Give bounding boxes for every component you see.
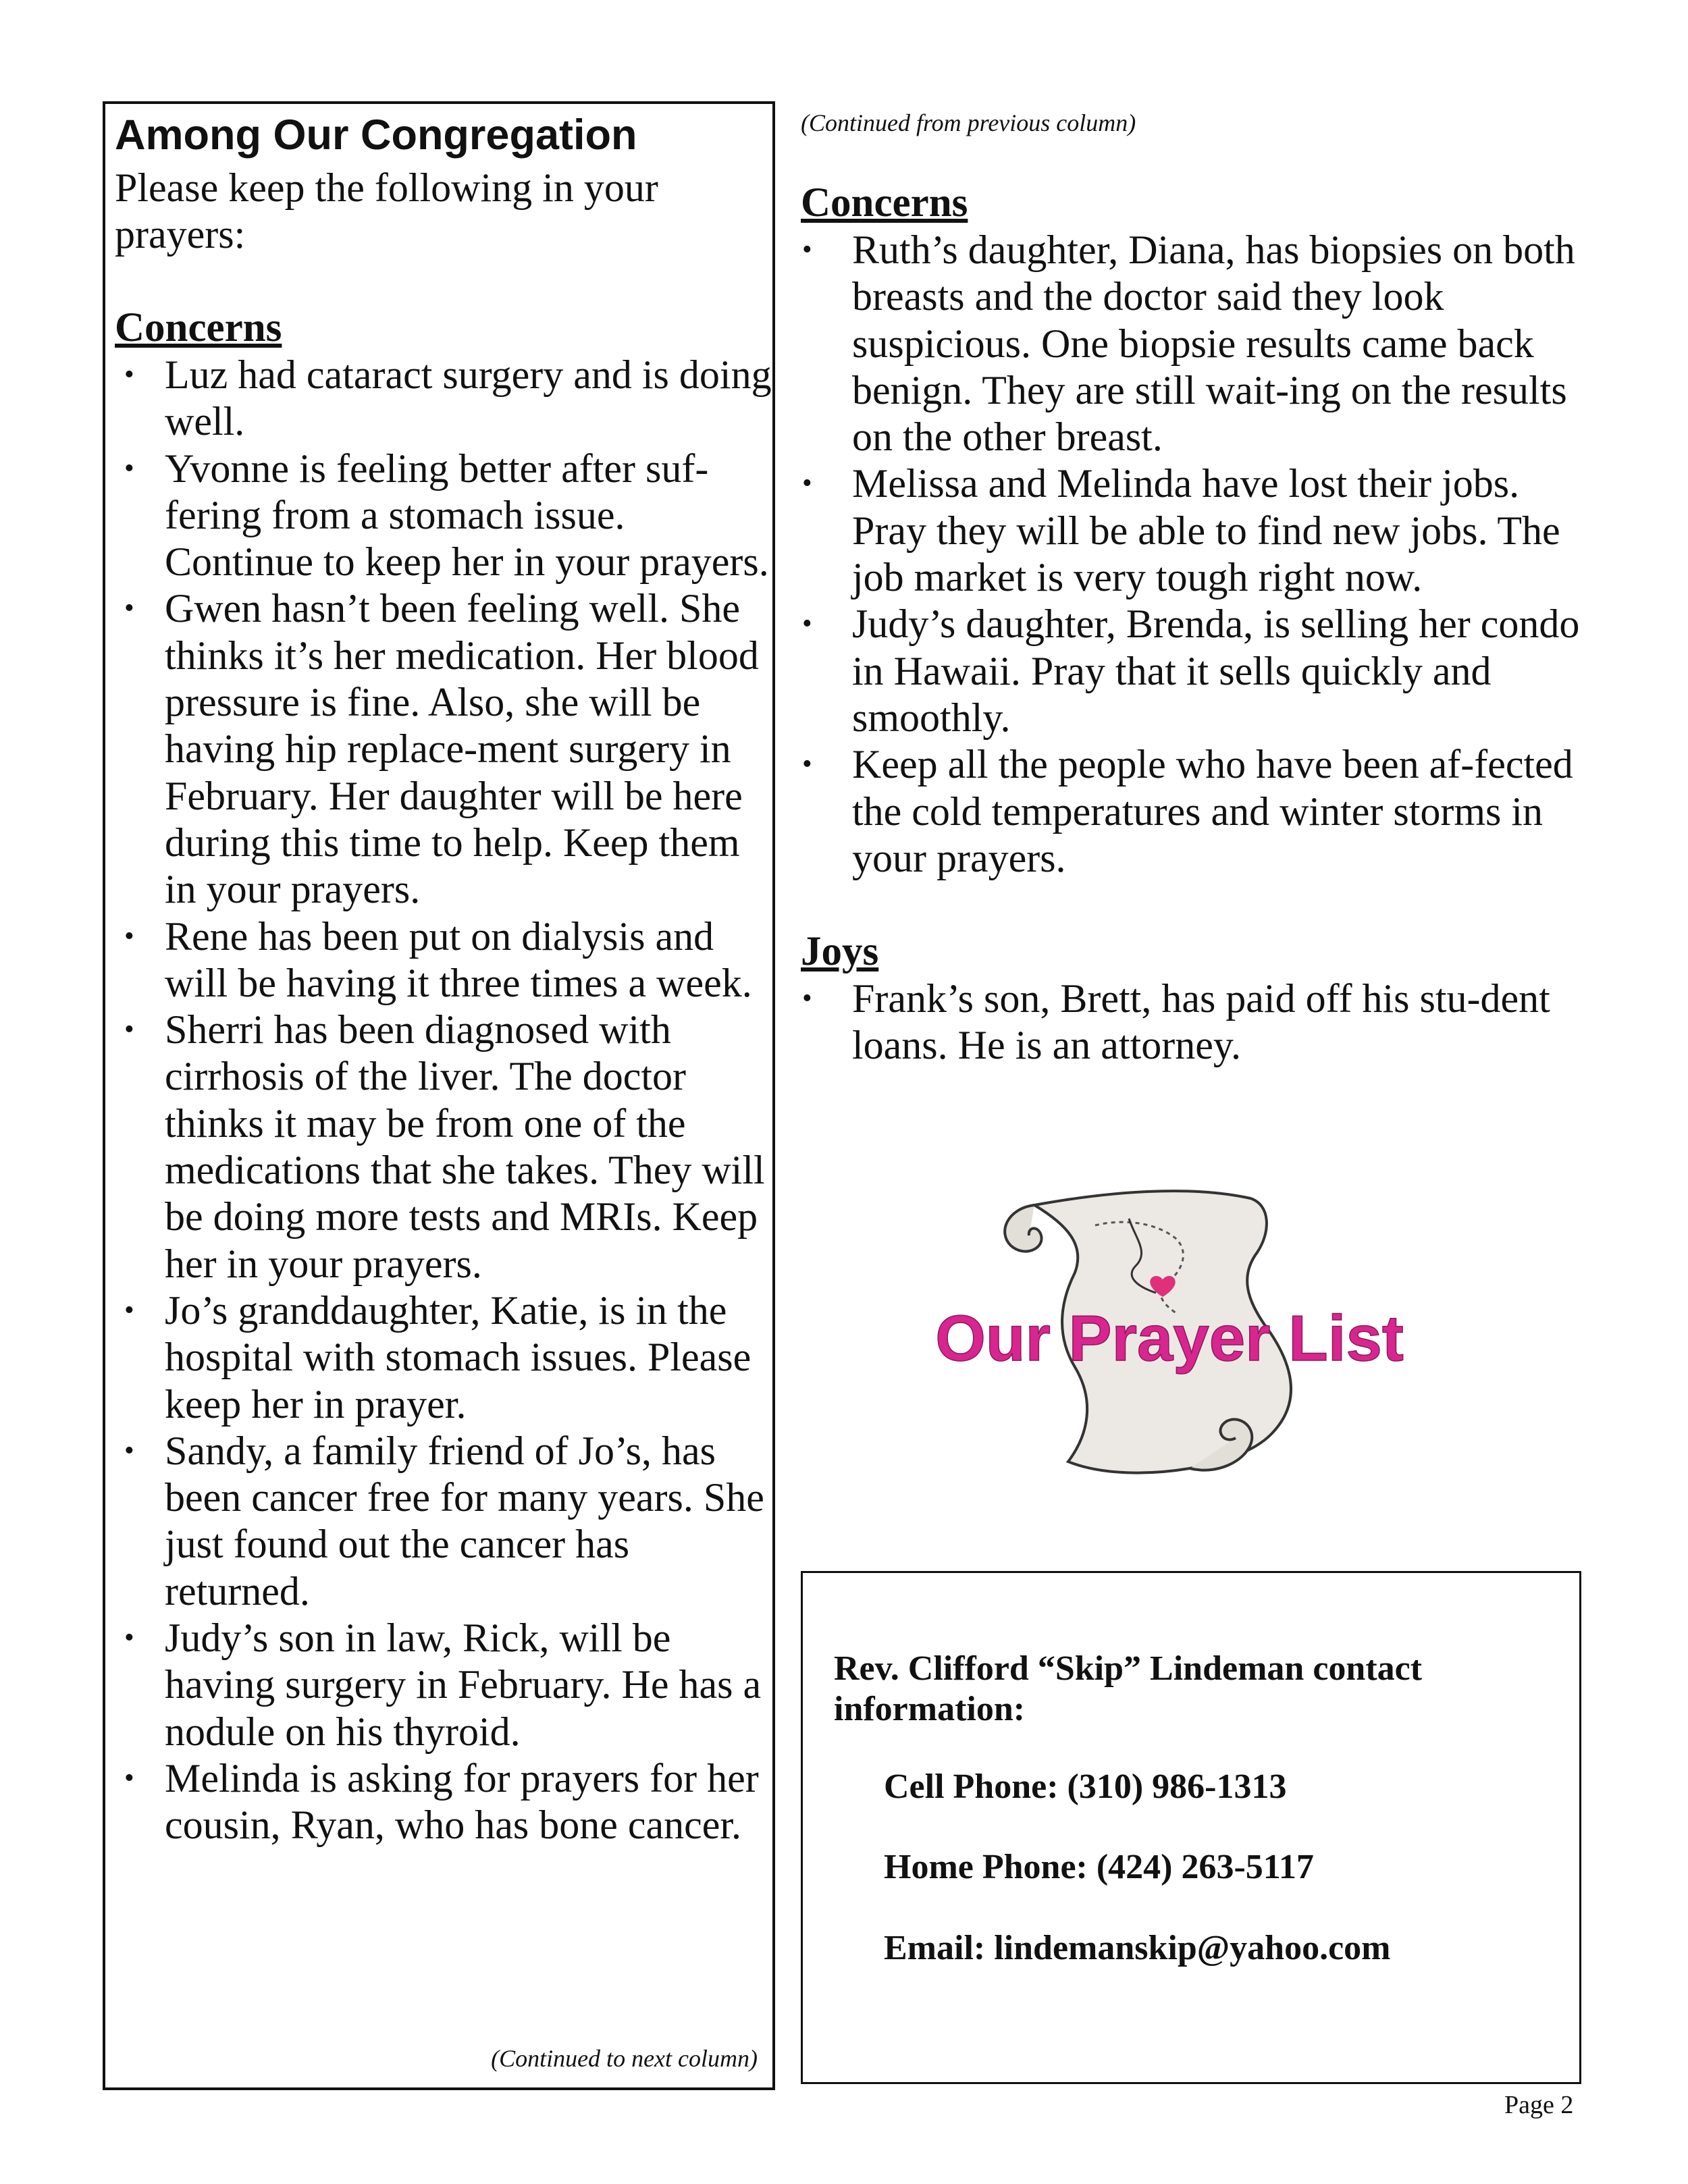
list-item: • Judy’s son in law, Rick, will be having surgery in February. He has a nodule on his thyroid. [115, 1615, 772, 1755]
home-phone: Home Phone: (424) 263-5117 [884, 1848, 1314, 1886]
concerns-heading: Concerns [801, 180, 968, 225]
concerns-heading: Concerns [115, 305, 282, 350]
list-item: • Melinda is asking for prayers for her cousin, Ryan, who has bone cancer. [115, 1755, 772, 1849]
page-number: Page 2 [1504, 2091, 1574, 2119]
list-item: • Melissa and Melinda have lost their jobs. Pray they will be able to find new jobs. The job market is very tough right now. [801, 460, 1584, 601]
email: Email: lindemanskip@yahoo.com [884, 1929, 1391, 1967]
list-item: • Luz had cataract surgery and is doing well. [115, 352, 772, 446]
right-column [801, 101, 1584, 1069]
list-item: • Judy’s daughter, Brenda, is selling her condo in Hawaii. Pray that it sells quickly and smoothly. [801, 601, 1584, 741]
list-item: • Yvonne is feeling better after suf-fering from a stomach issue. Continue to keep her in your prayers. [115, 446, 772, 586]
list-item: • Keep all the people who have been af-fected the cold temperatures and winter storms in your prayers. [801, 741, 1584, 882]
concerns-list [801, 227, 1584, 882]
list-item: • Sherri has been diagnosed with cirrhosis of the liver. The doctor thinks it may be from one of the medications that she takes. They will be doing more tests and MRIs. Keep her in your prayers. [115, 1007, 772, 1287]
contact-info-box [801, 1571, 1581, 2084]
contact-title: Rev. Clifford “Skip” Lindeman contact information: [834, 1649, 1423, 1728]
joys-heading: Joys [801, 929, 879, 975]
continued-to-next-note: (Continued to next column) [491, 2045, 758, 2072]
list-item: • Rene has been put on dialysis and will be having it three times a week. [115, 913, 772, 1007]
list-item: • Gwen hasn’t been feeling well. She thinks it’s her medication. Her blood pressure is fine. Also, she will be having hip replace-ment surgery in February. Her daughter will be here during this time to help. Keep them in your prayers. [115, 585, 772, 913]
among-our-congregation-box [103, 101, 775, 2090]
cell-phone: Cell Phone: (310) 986-1313 [884, 1767, 1287, 1806]
list-item: • Ruth’s daughter, Diana, has biopsies on both breasts and the doctor said they look suspicious. One biopsie results came back benign. They are still wait-ing on the results on the other breast. [801, 227, 1584, 460]
top-curl [1005, 1205, 1041, 1252]
logo-text: Our Prayer List [935, 1302, 1404, 1375]
intro-text: Please keep the following in your prayers: [115, 165, 658, 257]
concerns-list [115, 352, 772, 1849]
continued-from-previous-note: (Continued from previous column) [801, 109, 1136, 136]
joys-list [801, 976, 1584, 1069]
list-item: • Sandy, a family friend of Jo’s, has been cancer free for many years. She just found out the cancer has returned. [115, 1428, 772, 1615]
list-item: • Frank’s son, Brett, has paid off his stu-dent loans. He is an attorney. [801, 976, 1584, 1069]
prayer-list-scroll-logo [933, 1178, 1406, 1502]
section-title: Among Our Congregation [115, 111, 637, 159]
list-item: • Jo’s granddaughter, Katie, is in the hospital with stomach issues. Please keep her in prayer. [115, 1287, 772, 1428]
